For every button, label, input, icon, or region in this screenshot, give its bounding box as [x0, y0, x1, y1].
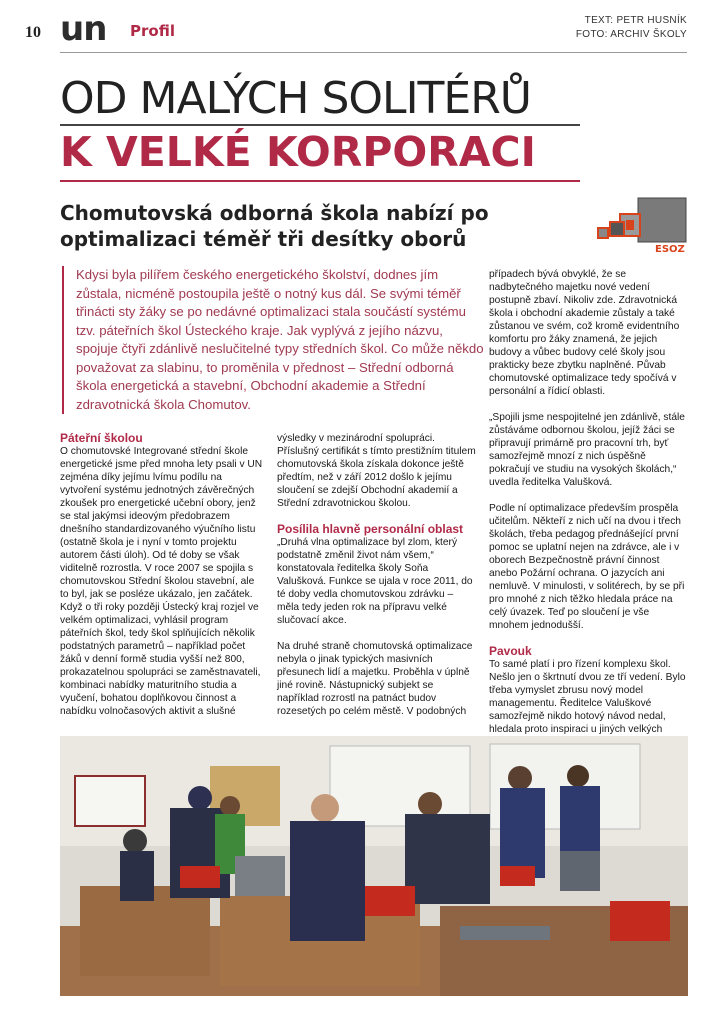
article-title-line2: K VELKÉ KORPORACI [60, 128, 536, 176]
column-middle [277, 432, 477, 731]
article-subtitle: Chomutovská odborná škola nabízí po optimalizaci téměř tři desítky oborů [60, 201, 489, 251]
paragraph: „Spojili jsme nespojitelné jen zdánlivě, stále zůstáváme odbornou školou, jejíž žáci se připravují primárně pro pracovní trh, byť samozřejmě mnozí z nich úspěšně pokračují ve studiu na vysokých školách,“ uvedla ředitelka Valušková. [489, 412, 685, 488]
paragraph: výsledky v mezinárodní spolupráci. Příslušný certifikát s tímto prestižním titulem chomutovská škola získala dokonce ještě předtím, než v září 2012 došlo k jejímu sloučení se zdejší Obchodní akademií a Střední zdravotnickou školou. [277, 433, 476, 509]
heading-posilila: Posílila hlavně personální oblast [277, 522, 464, 536]
article-intro: Kdysi byla pilířem českého energetického školství, dodnes jím zůstala, nicméně postoupila ještě o notný kus dál. Se svými téměř třinácti sty žáky se po nedávné optimalizaci stala součástí systému tzv. páteřních škol Ústeckého kraje. Jak vyplývá z jejího názvu, spojuje čtyři zdánlivě neslučitelné typy středních škol. Co může někdo považovat za slabinu, to proměnila v přednost – Střední odborná škola energetická a stavební, Obchodní akademie a Střední zdravotnická škola Chomutov. [62, 266, 486, 414]
column-right [489, 268, 689, 762]
photo-credit: FOTO: ARCHIV ŠKOLY [575, 29, 687, 40]
paragraph: Podle ní optimalizace především prospěla učitelům. Někteří z nich učí na dvou i třech školách, třeba pedagog přednášející první pomoc se uplatní nejen na zdrávce, ale i v oborech Bezpečnostně právní činnost anebo Požární ochrana. O jazycích ani nemluvě. V minulosti, v solitérech, by se při pro mnohé z nich těžko hledala práce na celý úvazek. Teď po sloučení je vše mnohem jednodušší. [489, 503, 685, 631]
paragraph: Na druhé straně chomutovská optimalizace nebyla o jinak typických masivních přesunech lidí a majetku. Proběhla v úplně jiné rovině. Nástupnický subjekt se například rozrostl na patnáct budov rozesetých po celém městě. V podobných [277, 641, 473, 717]
heading-pavouk: Pavouk [489, 644, 532, 658]
heading-pateri-skolou: Páteřní školou [60, 431, 143, 445]
credits [576, 14, 687, 42]
title-underline [60, 180, 580, 182]
title-divider [60, 124, 580, 126]
magazine-logo: un [60, 9, 107, 49]
workshop-photo [60, 736, 688, 996]
text-credit: TEXT: PETR HUSNÍK [584, 15, 687, 26]
paragraph: O chomutovské Integrované střední škole energetické jsme před mnoha lety psali v UN zejména díky jejímu lvímu podílu na vytvoření systému jednotných závěrečných zkoušek pro energetické učební obory, jenž se stal jakýmsi ideovým předobrazem dnešního standardizovaného výučního listu (ostatně škola je i nyní v tomto projektu autorem části úloh). Od té doby se však viditelně rozrostla. V roce 2007 se spojila s chomutovskou Střední školou stavební, ale to byl, jak se posléze ukázalo, jen začátek. Když o tři roky později Ústecký kraj rozjel ve velkém optimalizaci, vyhlásil program páteřních škol, tedy škol splňujících několik podstatných parametrů – například počet žáků v denní formě studia vyšší než 800, prokazatelnou spolupráci se zaměstnavateli, kombinaci nabídky maturitního studia a vyučení, bohatou doplňkovou činnost a nabídku volnočasových aktivit a slušné [60, 446, 263, 717]
esoz-label: ESOZ [655, 244, 685, 255]
paragraph: případech bývá obvyklé, že se nadbytečného majetku nové vedení postupně zbaví. Nikoliv zde. Zdravotnická škola i obchodní akademie zůstaly a také zůstanou ve svém, což kromě evidentního komfortu pro žáky znamená, že jejich budovy a vůbec budovy celé školy jsou prakticky beze zbytku naplněné. Půvab chomutovské optimalizace tedy spočívá v personální a řídicí oblasti. [489, 269, 680, 397]
header-rule [60, 52, 687, 53]
article-title-line1: OD MALÝCH SOLITÉRŮ [60, 73, 532, 124]
paragraph: To samé platí i pro řízení komplexu škol. Nešlo jen o škrtnutí dvou ze tří vedení. Bylo třeba vymyslet zbrusu nový model managementu. Ředitelce Valuškové samozřejmě nikdo hotový návod nedal, hledala proto inspiraci u jiných velkých [489, 659, 686, 735]
column-left [60, 432, 265, 731]
section-label: Profil [130, 22, 175, 40]
paragraph: „Druhá vlna optimalizace byl zlom, který podstatně změnil život nám všem,“ konstatovala ředitelka školy Soňa Valušková. Funkce se ujala v roce 2011, do té doby vedla chomutovskou zdrávku – měla tedy jeden rok na přípravu velké slučovací akce. [277, 537, 473, 626]
page-number: 10 [25, 24, 41, 41]
